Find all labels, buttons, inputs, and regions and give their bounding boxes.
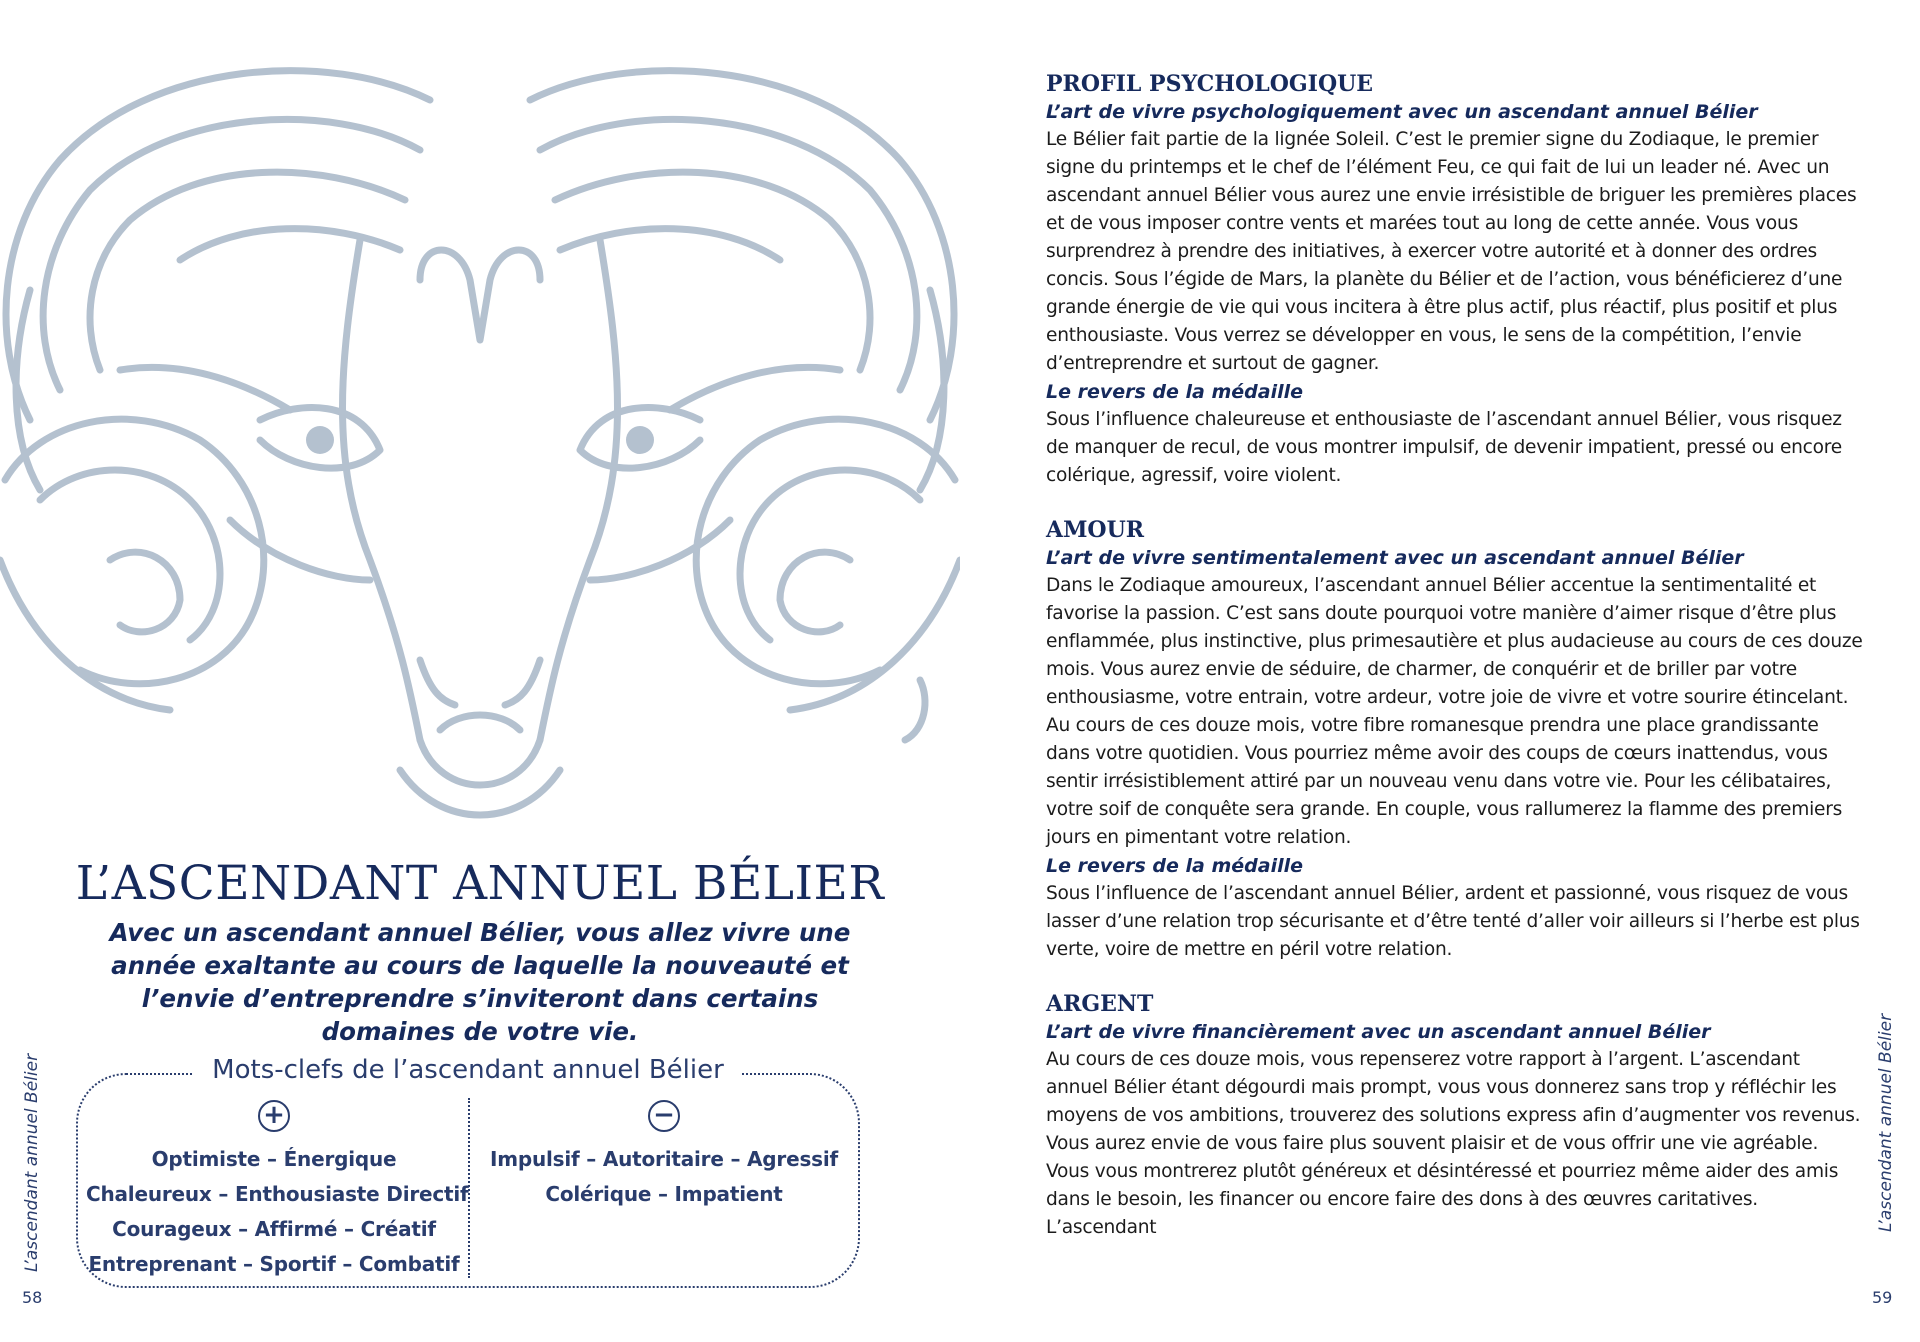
running-head: L’ascendant annuel Bélier <box>22 1053 42 1272</box>
reverse-text: Sous l’influence de l’ascendant annuel Bélier, ardent et passionné, vous risquez de vous lasser d’une relation trop sécurisante et d’être tenté d’aller voir ailleurs si l’herbe est plus verte, voire de mettre en péril votre relation. <box>1046 883 1860 960</box>
keyword-line: Chaleureux – Enthousiaste Directif <box>86 1182 469 1206</box>
section-heading: PROFIL PSYCHOLOGIQUE <box>1046 71 1374 97</box>
section-heading: AMOUR <box>1046 517 1145 543</box>
reverse-heading: Le revers de la médaille <box>1046 381 1304 403</box>
keyword-line: Colérique – Impatient <box>545 1182 783 1206</box>
section-text: Le Bélier fait partie de la lignée Soleil. C’est le premier signe du Zodiaque, le premier signe du printemps et le chef de l’élément Feu, ce qui fait de lui un leader né. Avec un ascendant annuel Bélier vous aurez une envie irrésistible de briguer les premières places et de vous imposer contre vents et marées tout au long de cette année. Vous vous surprendrez à prendre des initiatives, à exercer votre autorité et à donner des ordres concis. Sous l’égide de Mars, la planète du Bélier et de l’action, vous bénéficierez d’une grande énergie de vie qui vous incitera à être plus actif, plus réactif, plus positif et plus enthousiaste. Vous verrez se développer en vous, le sens de la compétition, l’envie d’entreprendre et surtout de gagner. <box>1046 129 1857 374</box>
keywords-title: Mots-clefs de l’ascendant annuel Bélier <box>0 1055 936 1085</box>
keyword-line: Optimiste – Énergique <box>151 1147 397 1171</box>
positive-keywords <box>86 1100 469 1282</box>
keyword-line: Entreprenant – Sportif – Combatif <box>88 1252 460 1276</box>
minus-circle-icon: − <box>648 1100 680 1132</box>
section-subheading: L’art de vivre sentimentalement avec un ascendant annuel Bélier <box>1046 547 1744 569</box>
ram-head-illustration <box>0 40 960 840</box>
section-profil <box>1046 70 1866 490</box>
page-number: 59 <box>1872 1288 1893 1307</box>
section-subheading: L’art de vivre financièrement avec un ascendant annuel Bélier <box>1046 1021 1711 1043</box>
reverse-text: Sous l’influence chaleureuse et enthousiaste de l’ascendant annuel Bélier, vous risquez de manquer de recul, de vous montrer impulsif, de devenir impatient, pressé ou encore colérique, agressif, voire violent. <box>1046 409 1842 486</box>
section-text: Dans le Zodiaque amoureux, l’ascendant annuel Bélier accentue la sentimentalité et favorise la passion. C’est sans doute pourquoi votre manière d’aimer risque d’être plus enflammée, plus instinctive, plus primesautière et plus audacieuse au cours de ces douze mois. Vous aurez envie de séduire, de charmer, de conquérir et de briller par votre enthousiasme, votre entrain, votre ardeur, votre joie de vivre et votre sourire étincelant. Au cours de ces douze mois, votre fibre romanesque prendra une place grandissante dans votre quotidien. Vous pourriez même avoir des coups de cœurs inattendus, vous sentir irrésistiblement attiré par un nouveau venu dans votre vie. Pour les célibataires, votre soif de conquête sera grande. En couple, vous rallumerez la flamme des premiers jours en pimentant votre relation. <box>1046 575 1863 848</box>
keyword-line: Courageux – Affirmé – Créatif <box>112 1217 436 1241</box>
plus-circle-icon: + <box>258 1100 290 1132</box>
page-title: L’ASCENDANT ANNUEL BÉLIER <box>75 856 885 911</box>
section-argent <box>1046 990 1866 1242</box>
keyword-line: Impulsif – Autoritaire – Agressif <box>489 1147 839 1171</box>
reverse-heading: Le revers de la médaille <box>1046 855 1304 877</box>
page-number: 58 <box>22 1288 43 1307</box>
section-subheading: L’art de vivre psychologiquement avec un ascendant annuel Bélier <box>1046 101 1758 123</box>
running-head: L’ascendant annuel Bélier <box>1876 1013 1896 1232</box>
article-body <box>1046 70 1866 1268</box>
section-amour <box>1046 516 1866 964</box>
negative-keywords <box>476 1100 852 1212</box>
section-heading: ARGENT <box>1046 991 1154 1017</box>
section-text: Au cours de ces douze mois, vous repenserez votre rapport à l’argent. L’ascendant annuel Bélier étant dégourdi mais prompt, vous vous donnerez sans trop y réfléchir les moyens de vos ambitions, trouverez des solutions express afin d’augmenter vos revenus. Vous aurez envie de vous faire plus souvent plaisir et de vous offrir une vie agréable. Vous vous montrerez plutôt généreux et désintéressé et pourriez même aider des amis dans le besoin, les financer ou encore faire des dons à des œuvres caritatives. L’ascendant <box>1046 1049 1861 1238</box>
intro-text: Avec un ascendant annuel Bélier, vous allez vivre une année exaltante au cours de laquelle la nouveauté et l’envie d’entreprendre s’inviteront dans certains domaines de votre vie. <box>109 918 851 1046</box>
